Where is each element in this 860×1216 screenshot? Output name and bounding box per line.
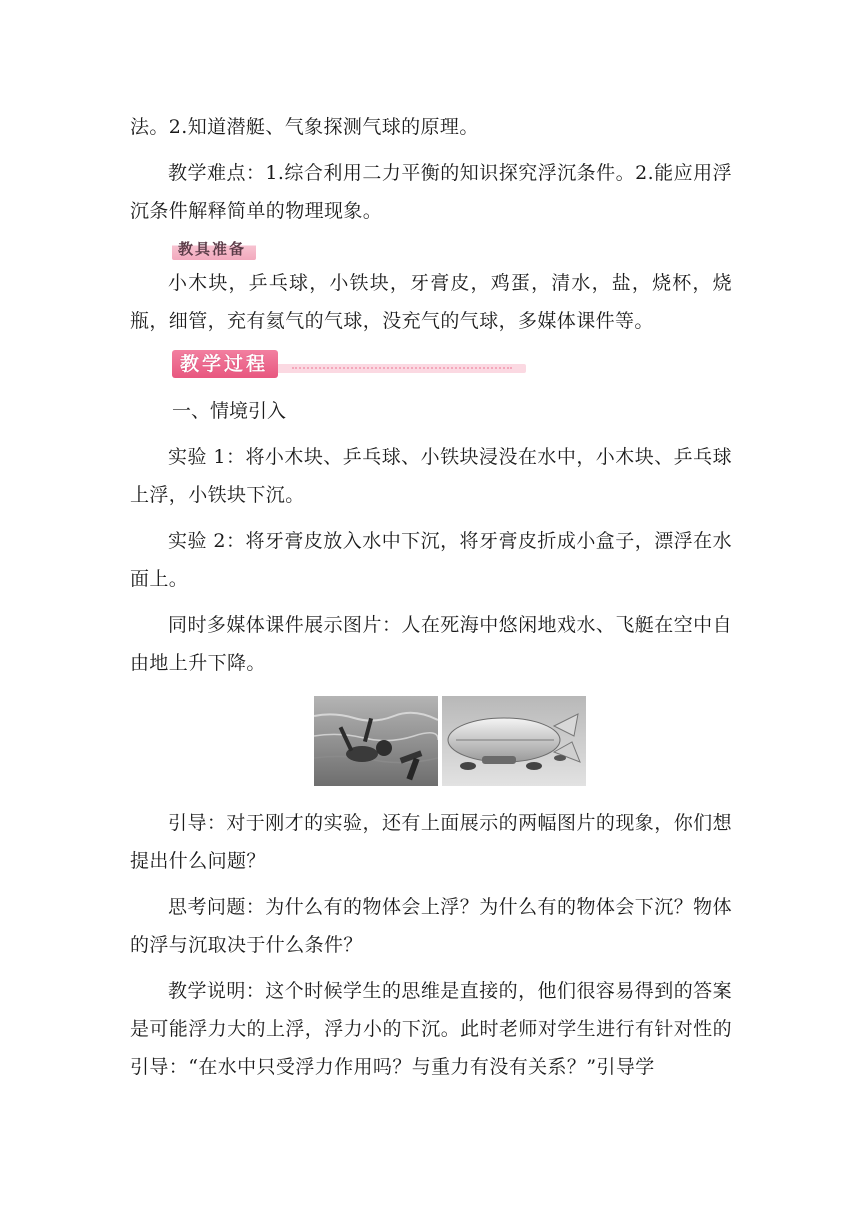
tools-badge-container bbox=[172, 238, 732, 264]
paragraph-experiment-2: 实验 2：将牙膏皮放入水中下沉，将牙膏皮折成小盒子，漂浮在水面上。 bbox=[130, 530, 732, 590]
section-badge: 教学过程 bbox=[172, 350, 278, 378]
heading-intro: 一、情境引入 bbox=[172, 400, 287, 422]
section-banner bbox=[172, 348, 526, 382]
paragraph-guidance: 引导：对于刚才的实验，还有上面展示的两幅图片的现象，你们想提出什么问题？ bbox=[130, 812, 732, 872]
dead-sea-image bbox=[314, 696, 438, 786]
dead-sea-photo bbox=[314, 696, 438, 786]
photo-row bbox=[130, 696, 732, 786]
paragraph-experiment-1: 实验 1：将小木块、乒乓球、小铁块浸没在水中，小木块、乒乓球上浮，小铁块下沉。 bbox=[130, 446, 732, 506]
paragraph-multimedia: 同时多媒体课件展示图片：人在死海中悠闲地戏水、飞艇在空中自由地上升下降。 bbox=[130, 614, 732, 674]
section-dots bbox=[292, 367, 512, 371]
airship-image bbox=[442, 696, 586, 786]
paragraph-continuation: 法。2.知道潜艇、气象探测气球的原理。 bbox=[130, 116, 479, 138]
paragraph-tools: 小木块，乒乓球，小铁块，牙膏皮，鸡蛋，清水，盐，烧杯，烧瓶，细管，充有氦气的气球，没充气的气球，多媒体课件等。 bbox=[130, 272, 732, 332]
airship-photo bbox=[442, 696, 586, 786]
document-page bbox=[130, 108, 732, 1094]
paragraph-difficulties: 教学难点：1.综合利用二力平衡的知识探究浮沉条件。2.能应用浮沉条件解释简单的物理现象。 bbox=[130, 162, 732, 222]
tools-badge: 教具准备 bbox=[172, 238, 256, 260]
paragraph-teaching-note: 教学说明：这个时候学生的思维是直接的，他们很容易得到的答案是可能浮力大的上浮，浮力小的下沉。此时老师对学生进行有针对性的引导：“在水中只受浮力作用吗？与重力有没有关系？”引导学 bbox=[130, 980, 732, 1078]
paragraph-questions: 思考问题：为什么有的物体会上浮？为什么有的物体会下沉？物体的浮与沉取决于什么条件？ bbox=[130, 896, 732, 956]
